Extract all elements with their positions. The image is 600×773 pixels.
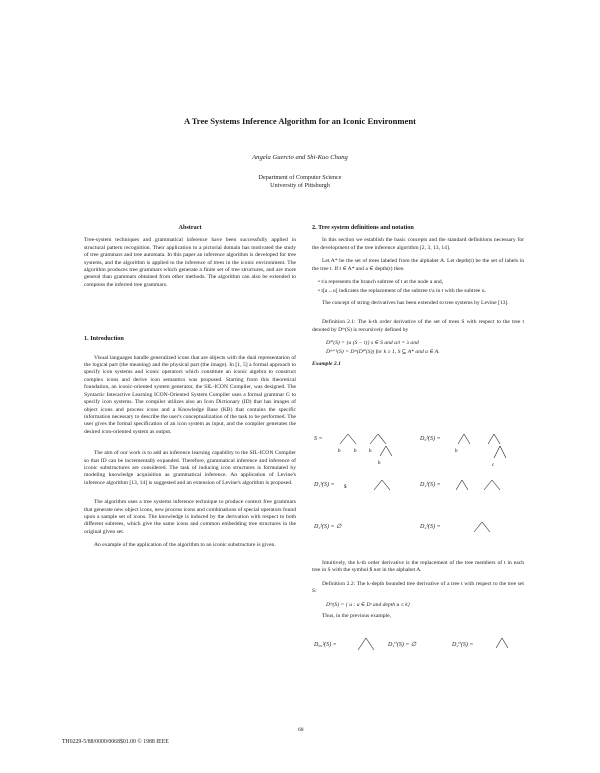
section2-paragraph-5: Thus, in the previous example, <box>322 613 391 620</box>
equation-2: Dᵗᵏ⁺¹(S) = Dᵗᵏ(Dᵗ⁰(S)) for k ≥ 1, S ⊆ A* and a ∈ A. <box>326 349 440 356</box>
svg-text:b: b <box>455 449 458 454</box>
example-figure <box>312 428 524 538</box>
page-number: 68 <box>298 727 304 733</box>
set-d1-label: D₁ᵇ(S) = <box>314 482 335 488</box>
svg-text:b: b <box>369 449 372 454</box>
set-d4-label: D₄ᵇ(S) = <box>420 524 441 530</box>
intro-paragraph-3: The algorithm uses a tree systems inference technique to produce context free grammars that generate new object icons, new process icons and combinations of special operators found upon a sample set of icons. The knowledge is induced by the derivation with respect to both different subtrees, which give the same icons and common embedding tree structures in the original given set. <box>84 499 296 535</box>
section2-paragraph-4: Intuitively, the k-th order derivative is the replacement of the tree members of t in each tree in S with the symbol $ not in the alphabet A. <box>312 560 524 574</box>
affiliation-dept: Department of Computer Science <box>258 174 342 181</box>
equation-3: Dᵗᵏ(S) = { u : u ∈ Dᵗ and depth u ≤ k} <box>326 601 410 608</box>
tree-diagram-ex2-c <box>490 632 520 662</box>
tree-diagram-ex2-a <box>352 632 382 662</box>
bullet-text: t/a represents the branch subtree of t at the node a and, <box>321 279 444 286</box>
right-column-lower <box>312 560 524 626</box>
example-2-figure <box>312 630 524 666</box>
svg-text:b: b <box>354 449 357 454</box>
paper-authors: Angela Guercio and Shi-Kuo Chang <box>252 154 348 161</box>
affiliation <box>0 174 600 190</box>
svg-text:b: b <box>378 461 381 466</box>
tree-diagram-d0 <box>452 428 522 476</box>
svg-text:c: c <box>492 463 495 468</box>
bullet-item: • t/a represents the branch subtree of t at the node a and, <box>318 279 444 286</box>
definition-2-1: Definition 2.1: The k-th order derivative of the set of trees S with respect to the tree t denoted by Dᵗᵏ(S) is recursively defined by <box>312 319 524 333</box>
definition-2-2: Definition 2.2: The k-depth bounded tree derivative of a tree t with respect to the tree set S: <box>312 580 524 595</box>
section2-paragraph-3: The concept of string derivatives has been extended to tree systems by Levine [13]. <box>322 299 509 306</box>
ex2-set-b: D₁⁰(S) = ∅ <box>388 642 417 648</box>
ex2-set-c: D₂⁰(S) = <box>452 642 474 648</box>
section2-paragraph-2: Let A* be the set of trees labeled from the alphabet A. Let depth(t) be the set of labels in the tree t. If t ∈ A* and a ∈ depth(t) then <box>312 258 524 272</box>
tree-diagram-d2 <box>452 474 522 514</box>
example-label: Example 2.1 <box>312 360 341 367</box>
equation-1: Dᵗ⁰(S) = {a (S − t)} s ∈ S and a/t = λ and <box>326 340 419 347</box>
tree-diagram-s <box>334 428 414 476</box>
left-column <box>84 224 296 556</box>
intro-heading: 1. Introduction <box>84 335 124 343</box>
set-d2-label: D₂ᵇ(S) = <box>420 482 441 488</box>
tree-diagram-d4 <box>452 518 522 542</box>
copyright-line: TH0229-5/88/0000/0068$01.00 © 1988 IEEE <box>62 739 169 745</box>
tree-diagram-d1 <box>342 474 412 514</box>
bullet-text: t[a→u] indicates the replacement of the subtree t/a in t with the subtree u. <box>321 288 487 295</box>
set-d0-label: D₀ᵇ(S) = <box>420 436 441 442</box>
intro-paragraph-2: The aim of our work is to add an inference learning capability to the SIL-ICON Compiler so that ID can be incrementally expanded. Therefore, grammatical inference and inference of iconic substructures are considered. The task of inducing icon structures is formulated by modeling knowledge acquisition as grammatical inference. An application of Levine's inference algorithm [13, 14] is suggested and an extension of Levine's algorithm is proposed. <box>84 450 296 486</box>
intro-paragraph-4: An example of the application of the algorithm to an iconic substructure is given. <box>94 542 276 549</box>
set-s-label: S = <box>314 436 323 442</box>
bullet-item: • t[a→u] indicates the replacement of the subtree t/a in t with the subtree u. <box>318 288 487 295</box>
section2-paragraph-1: In this section we establish the basic concepts and the standard definitions necessary for the development of the tree inference algorithm [2, 3, 13, 14]. <box>312 237 524 251</box>
abstract-text: Tree-system techniques and grammatical inference have been successfully applied in structural pattern recognition. Their application to a pictorial domain has motivated the study of tree grammars and tree automata. In this paper an inference algorithm is developed for tree systems, and the algorithm is applied to the inference of trees in the iconic environment. The algorithm produces tree grammars which generate a finite set of tree structures, and are more general than grammars obtained from other methods. The algorithm can also be extended to compress the inferred tree grammars. <box>84 237 296 288</box>
intro-paragraph-1: Visual languages handle generalized icons that are objects with the dual representation of the logical part (the meaning) and the physical part (the image). In [1, 5] a formal approach to specify icon systems and iconic operators which constitute an iconic algebra to construct complex icons and derive icon semantics was proposed. Starting from this theoretical foundation, an iconic-oriented system generator, the SIL-ICON Compiler, was designed. The Syntactic Interactive Learning ICON-Oriented System Compiler uses a formal grammar G to specify icon systems. The compiler utilizes also an Icon Dictionary (ID) that has images of object icons and process icons and a Knowledge Base (KB) that contains the specific information necessary to describe the user's conceptualization of the task to be performed. The user gives the formal specification of an icon system as input, and the compiler generates the desired icon-oriented system as output. <box>84 354 296 435</box>
abstract-heading: Abstract <box>178 224 202 231</box>
ex2-set-a: D₀₀ᵇ(S) = <box>314 642 337 648</box>
paper-title: A Tree Systems Inference Algorithm for an Iconic Environment <box>183 116 417 126</box>
set-d3-label: D₃ᵇ(S) = ∅ <box>314 524 342 530</box>
affiliation-univ: University of Pittsburgh <box>270 182 330 189</box>
section2-heading: 2. Tree system definitions and notation <box>312 224 414 231</box>
right-column <box>312 224 524 372</box>
svg-text:b: b <box>338 449 341 454</box>
svg-text:$: $ <box>344 485 347 490</box>
